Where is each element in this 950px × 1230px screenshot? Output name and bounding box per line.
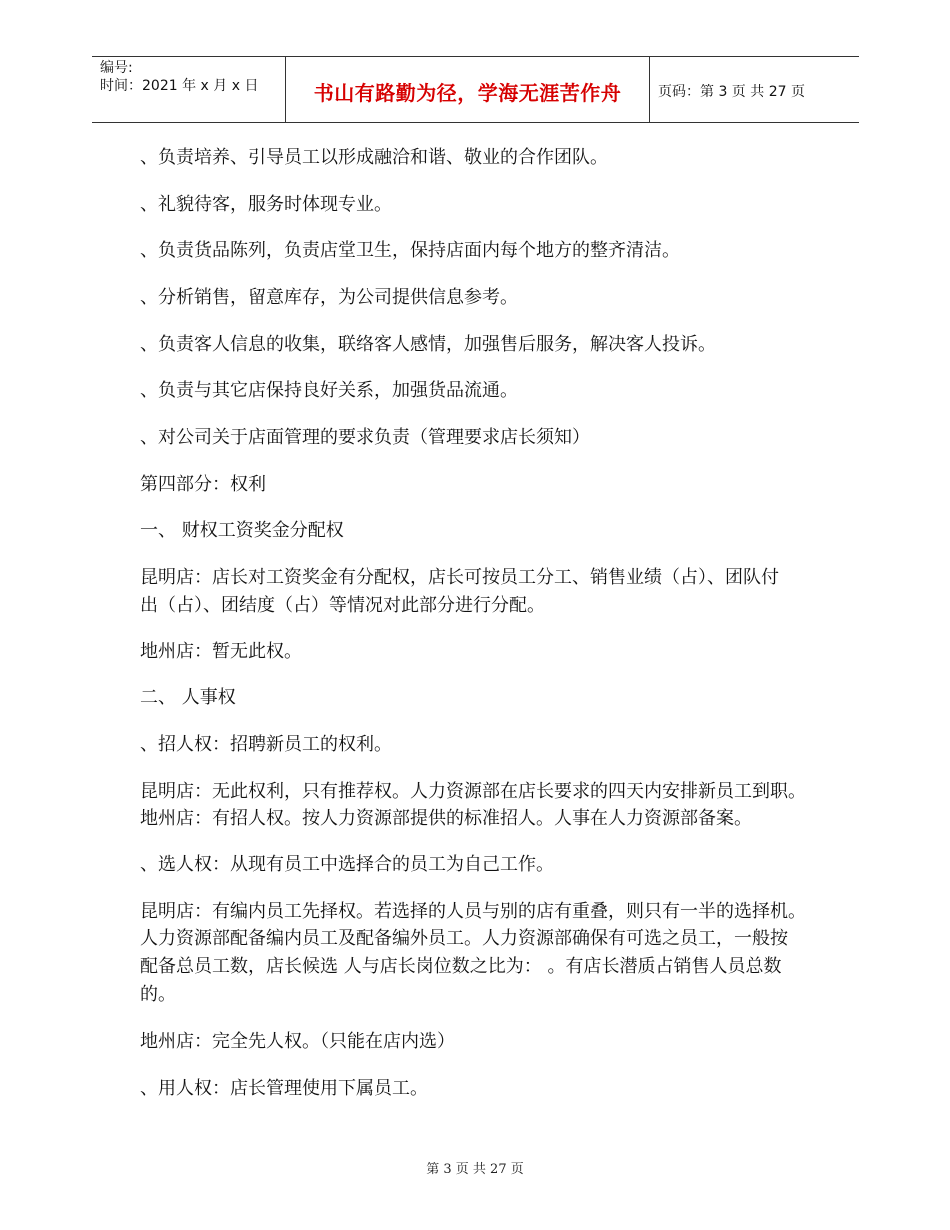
header-meta xyxy=(100,59,258,95)
paragraph: 、负责客人信息的收集，联络客人感情，加强售后服务，解决客人投诉。 xyxy=(140,334,716,355)
paragraph: 昆明店：店长对工资奖金有分配权，店长可按员工分工、销售业绩（占）、团队付 xyxy=(140,567,779,588)
section-heading: 第四部分：权利 xyxy=(140,474,266,495)
paragraph: 、负责货品陈列，负责店堂卫生，保持店面内每个地方的整齐清洁。 xyxy=(140,240,680,261)
paragraph: 、负责培养、引导员工以形成融洽和谐、敬业的合作团队。 xyxy=(140,147,608,168)
paragraph: 、选人权：从现有员工中选择合的员工为自己工作。 xyxy=(140,854,554,875)
paragraph: 出（占）、团结度（占）等情况对此部分进行分配。 xyxy=(140,595,545,616)
header-divider xyxy=(649,57,650,122)
paragraph: 、用人权：店长管理使用下属员工。 xyxy=(140,1078,428,1099)
section-heading: 一、 财权工资奖金分配权 xyxy=(140,520,344,541)
paragraph: 昆明店：无此权利，只有推荐权。人力资源部在店长要求的四天内安排新员工到职。 xyxy=(140,781,806,802)
paragraph: 、分析销售，留意库存，为公司提供信息参考。 xyxy=(140,287,518,308)
number-label: 编号: xyxy=(100,60,133,76)
page-footer: 第 3 页 共 27 页 xyxy=(426,1162,524,1177)
paragraph: 、负责与其它店保持良好关系，加强货品流通。 xyxy=(140,380,518,401)
header-motto: 书山有路勤为径，学海无涯苦作舟 xyxy=(313,81,622,105)
paragraph: 的。 xyxy=(140,984,176,1005)
paragraph: 、对公司关于店面管理的要求负责（管理要求店长须知） xyxy=(140,427,590,448)
document-header xyxy=(92,56,859,123)
paragraph: 地州店：暂无此权。 xyxy=(140,641,302,662)
header-page-info: 页码：第 3 页 共 27 页 xyxy=(658,84,805,100)
time-label: 时间：2021 年 x 月 x 日 xyxy=(100,78,259,94)
paragraph: 、礼貌待客，服务时体现专业。 xyxy=(140,194,392,215)
paragraph: 配备总员工数，店长候选 人与店长岗位数之比为： 。有店长潜质占销售人员总数 xyxy=(140,956,782,977)
paragraph: 地州店：完全先人权。（只能在店内选） xyxy=(140,1031,455,1052)
paragraph: 、招人权：招聘新员工的权利。 xyxy=(140,734,392,755)
paragraph: 地州店：有招人权。按人力资源部提供的标准招人。人事在人力资源部备案。 xyxy=(140,808,752,829)
paragraph: 人力资源部配备编内员工及配备编外员工。人力资源部确保有可选之员工，一般按 xyxy=(140,928,788,949)
paragraph: 昆明店：有编内员工先择权。若选择的人员与别的店有重叠，则只有一半的选择机。 xyxy=(140,901,806,922)
section-heading: 二、 人事权 xyxy=(140,687,236,708)
